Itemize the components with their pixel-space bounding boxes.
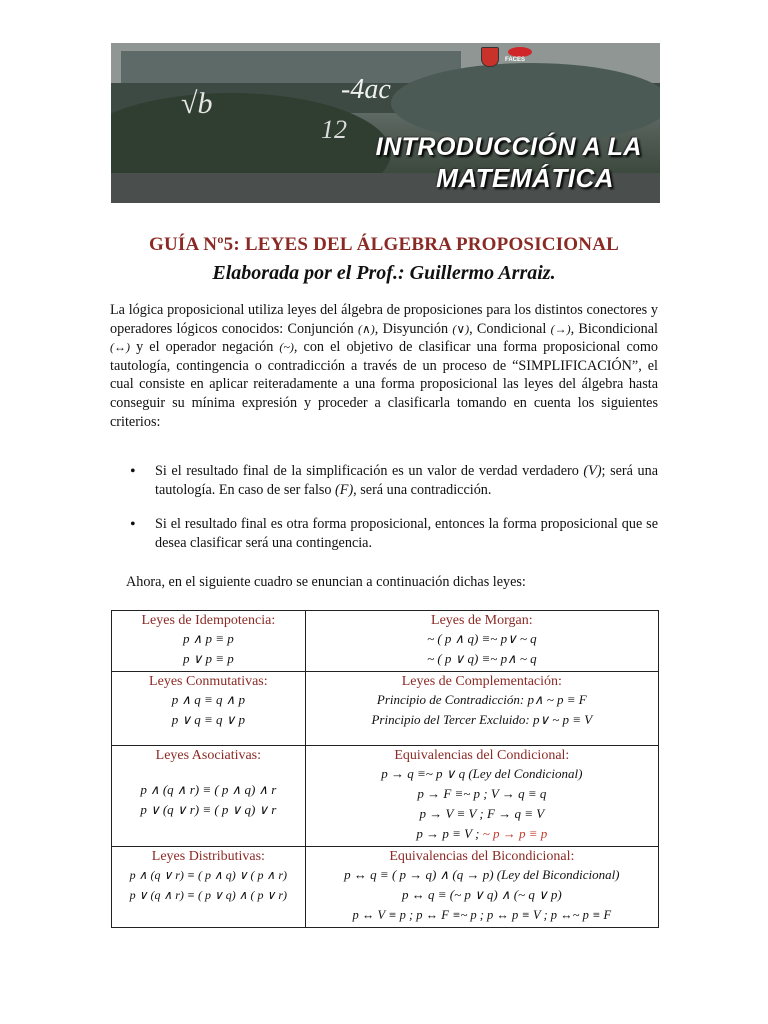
bullet1-f: (F): [335, 482, 354, 498]
idempotencia-formula-2: p ∨ p ≡ p: [182, 651, 234, 666]
intro-text-6: , con el objetivo de clasificar una forma proposicional como tautología, contingencia o contradicción a través de un proceso de “SIMPLIFICACIÓN”, el cual consiste en aplicar reiteradamente a una forma proposicional las leyes del álgebra hasta conseguir su mínima expresión y proceder a clasificarla tomando en cuenta los siguientes criterios:: [110, 339, 658, 430]
condicional-formula-4: [309, 824, 655, 844]
intro-text-2: , Disyunción: [374, 320, 453, 337]
asociativas-heading: Leyes Asociativas:: [155, 748, 262, 763]
conmutativas-formula-1: p ∧ q ≡ q ∧ p: [171, 692, 245, 707]
logos: [481, 47, 535, 67]
cell-morgan: [305, 611, 658, 672]
bicondicional-formula-3: p ↔ V ≡ p ; p ↔ F ≡~ p ; p ↔ p ≡ V ; p ↔~ p ≡ F: [352, 908, 612, 922]
bullet1-text-b: ; será una tautología. En caso de ser falso: [155, 463, 658, 498]
cell-idempotencia: [112, 611, 306, 672]
intro-text-5: y el operador negación: [130, 339, 280, 356]
laws-table: [111, 610, 659, 928]
conmutativas-heading: Leyes Conmutativas:: [149, 674, 268, 689]
cell-conmutativas: [112, 672, 306, 746]
bicondicional-formula-1: p ↔ q ≡ ( p → q) ∧ (q → p) (Ley del Bicondicional): [344, 867, 620, 882]
condicional-formula-1: p → q ≡~ p ∨ q (Ley del Condicional): [381, 766, 583, 781]
morgan-formula-1: ~ ( p ∧ q) ≡~ p∨ ~ q: [427, 631, 537, 646]
faces-logo-text: FACES: [505, 57, 526, 63]
list-item: [130, 515, 658, 553]
distributivas-formula-1: p ∧ (q ∨ r) ≡ ( p ∧ q) ∨ ( p ∧ r): [129, 868, 288, 882]
header-banner: [111, 43, 660, 203]
condicional-formula-2: p → F ≡~ p ; V → q ≡ q: [417, 786, 547, 801]
bicondicional-formula-2: p ↔ q ≡ (~ p ∨ q) ∧ (~ q ∨ p): [401, 887, 562, 902]
conjuncion-symbol: (∧): [358, 321, 375, 336]
cell-bicondicional: [305, 847, 658, 928]
intro-paragraph: [110, 301, 658, 431]
complementacion-heading: Leyes de Complementación:: [401, 674, 562, 689]
banner-title-line2: MATEMÁTICA: [436, 163, 614, 193]
university-logo: [481, 47, 499, 67]
list-item: [130, 462, 658, 500]
board-text-1: √b: [181, 87, 213, 120]
criteria-list: [130, 462, 658, 568]
conmutativas-formula-2: p ∨ q ≡ q ∨ p: [171, 712, 245, 727]
bullet1-v: (V): [583, 463, 602, 479]
intro-text-4: , Bicondicional: [570, 320, 658, 337]
cell-asociativas: [112, 746, 306, 847]
bullet1-text-c: , será una contradicción.: [353, 482, 492, 498]
page-title: GUÍA Nº5: LEYES DEL ÁLGEBRA PROPOSICIONAL: [148, 234, 620, 255]
cell-distributivas: [112, 847, 306, 928]
asociativas-formula-1: p ∧ (q ∧ r) ≡ ( p ∧ q) ∧ r: [140, 782, 277, 797]
table-row: [112, 672, 659, 746]
morgan-formula-2: ~ ( p ∨ q) ≡~ p∧ ~ q: [427, 651, 537, 666]
table-lead-text: Ahora, en el siguiente cuadro se enuncian a continuación dichas leyes:: [126, 574, 526, 590]
bicondicional-heading: Equivalencias del Bicondicional:: [389, 849, 575, 864]
condicional-formula-4b: ~ p → p ≡ p: [482, 826, 548, 841]
condicional-formula-4a: p → p ≡ V ;: [416, 826, 483, 841]
board-text-3: 12: [321, 115, 347, 144]
distributivas-heading: Leyes Distributivas:: [151, 849, 265, 864]
complementacion-formula-2: Principio del Tercer Excluido: p∨ ~ p ≡ V: [371, 712, 593, 727]
asociativas-formula-2: p ∨ (q ∨ r) ≡ ( p ∨ q) ∨ r: [140, 802, 277, 817]
disyuncion-symbol: (∨): [452, 321, 470, 336]
bullet2-text: Si el resultado final es otra forma proposicional, entonces la forma proposicional que se desea clasificar será una contingencia.: [155, 516, 658, 551]
negacion-symbol: (~): [279, 340, 294, 355]
table-row: [112, 611, 659, 672]
table-row: [112, 847, 659, 928]
bicondicional-symbol: (↔): [110, 340, 130, 355]
faces-logo: [505, 47, 535, 65]
cell-complementacion: [305, 672, 658, 746]
table-row: [112, 746, 659, 847]
bullet1-text-a: Si el resultado final de la simplificación es un valor de verdad verdadero: [155, 463, 584, 479]
cell-condicional: [305, 746, 658, 847]
idempotencia-heading: Leyes de Idempotencia:: [141, 613, 276, 628]
morgan-heading: Leyes de Morgan:: [431, 613, 533, 628]
page-subtitle: Elaborada por el Prof.: Guillermo Arraiz.: [212, 262, 556, 284]
complementacion-formula-1: Principio de Contradicción: p∧ ~ p ≡ F: [376, 692, 587, 707]
idempotencia-formula-1: p ∧ p ≡ p: [182, 631, 234, 646]
condicional-heading: Equivalencias del Condicional:: [394, 748, 570, 763]
intro-text-3: , Condicional: [469, 320, 551, 337]
condicional-symbol: (→): [550, 321, 571, 336]
board-text-2: -4ac: [341, 74, 391, 105]
distributivas-formula-2: p ∨ (q ∧ r) ≡ ( p ∨ q) ∧ ( p ∨ r): [129, 888, 288, 902]
banner-title-line1: INTRODUCCIÓN A LA: [375, 133, 642, 161]
condicional-formula-3: p → V ≡ V ; F → q ≡ V: [419, 806, 545, 821]
intro-text-1: La lógica proposicional utiliza leyes del álgebra de proposiciones para los distintos conectores y operadores lógicos conocidos: Conjunción: [110, 302, 658, 337]
